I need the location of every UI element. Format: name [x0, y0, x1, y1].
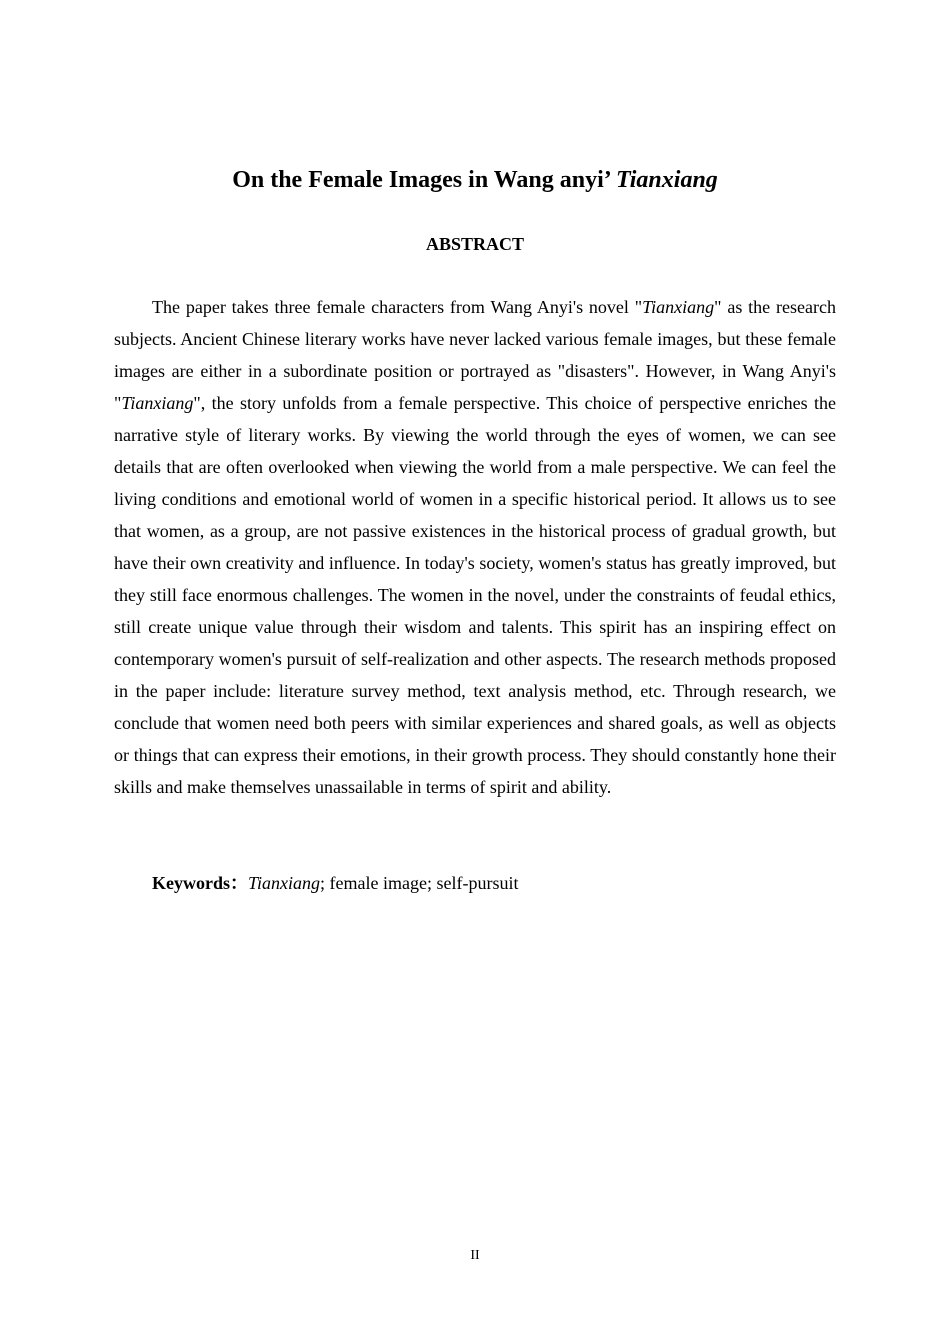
abstract-text-part-2: " as the research subjects. Ancient Chinese literary works have never lacked various female images, but these female images are either in a subordinate position or portrayed as "disasters". However, in Wang Anyi's ": [114, 297, 836, 413]
abstract-text-part-1: The paper takes three female characters from Wang Anyi's novel ": [152, 297, 643, 317]
keyword-novel-title: Tianxiang: [248, 873, 321, 893]
abstract-novel-title-1: Tianxiang: [642, 297, 715, 317]
keywords-rest: ; female image; self-pursuit: [320, 873, 519, 893]
abstract-heading: ABSTRACT: [425, 234, 525, 254]
paper-title-main: On the Female Images in Wang anyi’: [232, 167, 616, 193]
paper-title-italic: Tianxiang: [615, 167, 718, 193]
abstract-text-part-3: ", the story unfolds from a female perspective. This choice of perspective enriches the narrative style of literary works. By viewing the world through the eyes of women, we can see details that are often overlooked when viewing the world from a male perspective. We can feel the living conditions and emotional world of women in a specific historical period. It allows us to see that women, as a group, are not passive existences in the historical process of gradual growth, but have their own creativity and influence. In today's society, women's status has greatly improved, but they still face enormous challenges. The women in the novel, under the constraints of feudal ethics, still create unique value through their wisdom and talents. This spirit has an inspiring effect on contemporary women's pursuit of self-realization and other aspects. The research methods proposed in the paper include: literature survey method, text analysis method, etc. Through research, we conclude that women need both peers with similar experiences and shared goals, as well as objects or things that can express their emotions, in their growth process. They should constantly hone their skills and make themselves unassailable in terms of spirit and ability.: [114, 393, 836, 797]
paper-title: [0, 164, 950, 196]
keywords-label: Keywords：: [152, 873, 248, 893]
page-number: II: [470, 1248, 480, 1263]
abstract-paragraph: [114, 291, 836, 803]
keywords-line: [152, 868, 836, 898]
abstract-novel-title-2: Tianxiang: [121, 393, 194, 413]
